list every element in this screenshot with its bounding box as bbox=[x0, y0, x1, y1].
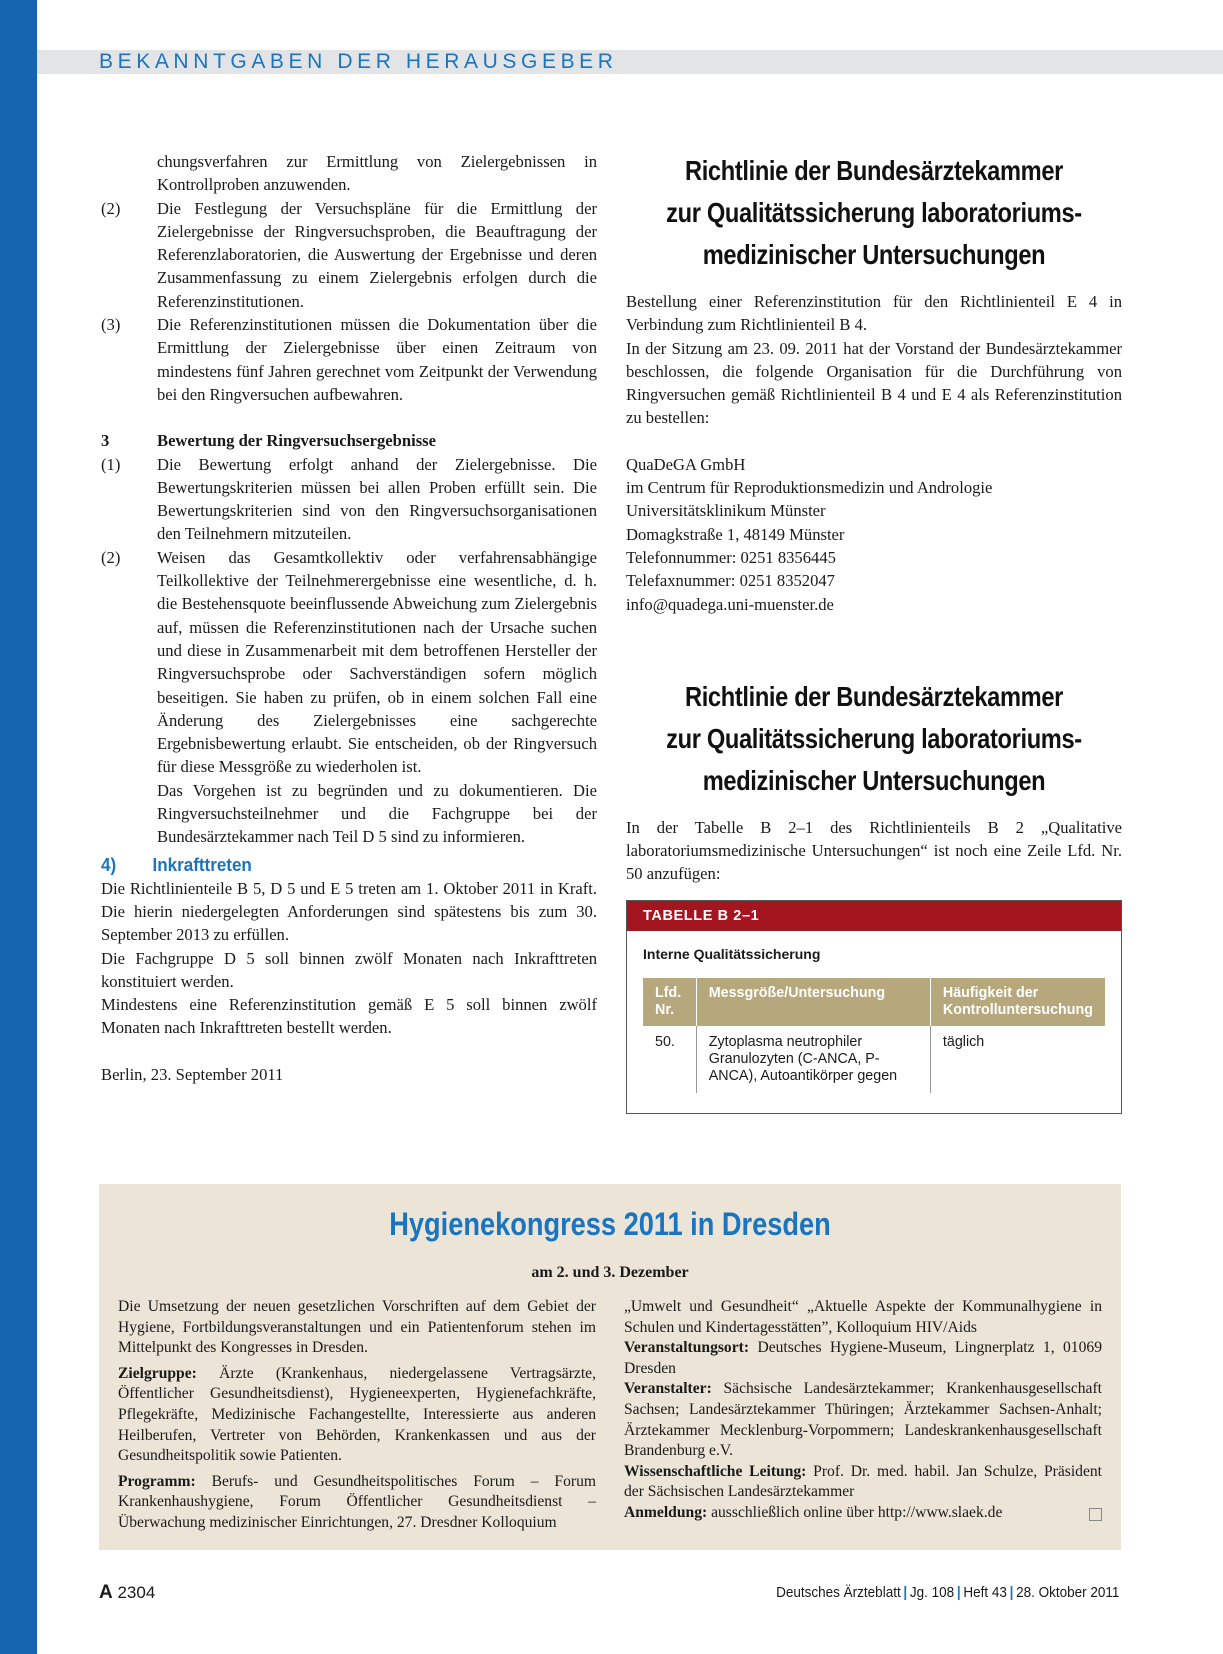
left-column bbox=[101, 150, 597, 1086]
item-text: Die Festlegung der Versuchspläne für die Ermittlung der Zielergebnisse der Ringversuchsproben, die Beauftragung der Referenzlaboratorien, die Auswertung der Ergebnisse und deren Zusammenfassung zu einem Zielergebnis erfolgen durch die Referenzinstitutionen. bbox=[157, 198, 597, 311]
address-line: QuaDeGA GmbH bbox=[626, 454, 746, 474]
item-number: (2) bbox=[101, 547, 121, 567]
journal-info: Deutsches Ärzteblatt | Jg. 108 | Heft 43 | 28. Oktober 2011 bbox=[775, 1584, 1119, 1601]
item-text: Die Referenzinstitutionen müssen die Dokumentation über die Ermittlung der Zielergebnisse über einen Zeitraum von mindestens fünf Jahren gerechnet vom Zeitpunkt der Verwendung bei den Ringversuchen aufbewahren. bbox=[157, 315, 597, 404]
title-line: medizinischer Untersuchungen bbox=[702, 764, 1046, 796]
item-text: Die Bewertung erfolgt anhand der Zielergebnisse. Die Bewertungskriterien müssen bei allen Proben erfüllt sein. Die Bewertungskriterien sind von den Ringversuchsorganisationen den Teilnehmern mitzuteilen. bbox=[157, 454, 597, 544]
section-number: 4) bbox=[101, 853, 117, 875]
title-line: zur Qualitätssicherung laboratoriums- bbox=[666, 722, 1082, 754]
place-date: Berlin, 23. September 2011 bbox=[101, 1064, 284, 1084]
table-header-row bbox=[643, 978, 1105, 1026]
registration-link[interactable]: ausschließlich online über http://www.slaek.de bbox=[711, 1503, 1003, 1521]
zielgruppe: Zielgruppe: Ärzte (Krankenhaus, niedergelassene Vertragsärzte, Öffentlicher Gesundheitsdienst), Hygieneexperten, Hygienefachkräfte, Pflegekräfte, Medizinische Fachangestellte, Interessierte aus anderen Heilberufen, Vertreter von Behörden, Krankenkassen und aus der Gesundheitspolitik sowie Patienten. bbox=[118, 1364, 596, 1465]
title-line: zur Qualitätssicherung laboratoriums- bbox=[666, 197, 1082, 228]
paragraph: Mindestens eine Referenzinstitution gemäß E 5 soll binnen zwölf Monaten nach Inkrafttreten bestellt werden. bbox=[101, 995, 597, 1038]
column-header-messgroesse: Messgröße/Untersuchung bbox=[696, 978, 930, 1026]
title-line: Richtlinie der Bundesärztekammer bbox=[684, 155, 1064, 186]
table-b2-1 bbox=[626, 900, 1122, 1114]
announcement-left-column bbox=[118, 1297, 596, 1539]
table-subtitle: Interne Qualitätssicherung bbox=[643, 945, 821, 962]
paragraph: Die Richtlinienteile B 5, D 5 und E 5 treten am 1. Oktober 2011 in Kraft. Die hierin niedergelegten Anforderungen sind spätestens bis zum 30. September 2013 zu erfüllen. bbox=[101, 878, 597, 945]
page-letter: A bbox=[99, 1582, 113, 1603]
title-line: medizinischer Untersuchungen bbox=[702, 239, 1046, 270]
programm: Programm: Berufs- und Gesundheitspolitisches Forum – Forum Krankenhaushygiene, Forum Öffentlicher Gesundheitsdienst – Überwachung medizinischer Einrichtungen, 27. Dresdner Kolloquium bbox=[118, 1472, 596, 1531]
section-4-heading bbox=[101, 853, 557, 877]
item-number: (1) bbox=[101, 454, 121, 474]
article-title-1 bbox=[626, 150, 1121, 276]
journal-name: Deutsches Ärzteblatt bbox=[775, 1584, 901, 1601]
paragraph: In der Sitzung am 23. 09. 2011 hat der Vorstand der Bundesärztekammer beschlossen, die folgende Organisation für die Durchführung von Ringversuchen gemäß Richtlinienteil B 4 und E 4 als Referenzinstitution zu bestellen: bbox=[626, 338, 1122, 428]
list-item bbox=[101, 197, 597, 313]
paragraph: In der Tabelle B 2–1 des Richtlinienteils B 2 „Qualitative laboratoriumsmedizinische Untersuchungen“ ist noch eine Zeile Lfd. Nr. 50 anzufügen: bbox=[626, 817, 1122, 884]
announcement-title: Hygienekongress 2011 in Dresden bbox=[389, 1206, 831, 1242]
email-address[interactable]: info@quadega.uni-muenster.de bbox=[626, 594, 834, 614]
address-block bbox=[626, 453, 1122, 616]
title-line: Richtlinie der Bundesärztekammer bbox=[684, 680, 1064, 712]
veranstalter: Veranstalter: Sächsische Landesärztekammer; Krankenhausgesellschaft Sachsen; Landesärztekammer Thüringen; Ärztekammer Sachsen-Anhalt; Ärztekammer Mecklenburg-Vorpommern; Landeskrankenhausgesellschaft Brandenburg e.V. bbox=[624, 1380, 1102, 1460]
list-item bbox=[101, 453, 597, 546]
announcement-subtitle: am 2. und 3. Dezember bbox=[531, 1264, 689, 1281]
article-title-2 bbox=[626, 676, 1121, 802]
address-line: Universitätsklinikum Münster bbox=[626, 501, 826, 521]
programm-continued: „Umwelt und Gesundheit“ „Aktuelle Aspekte der Kommunalhygiene in Schulen und Kindertagesstätten”, Kolloquium HIV/Aids bbox=[624, 1298, 1102, 1336]
section-header: BEKANNTGABEN DER HERAUSGEBER bbox=[99, 50, 618, 73]
table-row bbox=[643, 1026, 1105, 1093]
page-number-value: 2304 bbox=[117, 1583, 156, 1602]
section-3-heading bbox=[101, 429, 597, 452]
paragraph: Die Fachgruppe D 5 soll binnen zwölf Monaten nach Inkrafttreten konstituiert werden. bbox=[101, 948, 597, 991]
address-line: Domagkstraße 1, 48149 Münster bbox=[626, 524, 845, 544]
item-number: (2) bbox=[101, 198, 121, 218]
page-number bbox=[99, 1582, 155, 1604]
left-color-bar bbox=[0, 0, 37, 1654]
address-line: im Centrum für Reproduktionsmedizin und Andrologie bbox=[626, 478, 993, 498]
veranstaltungsort: Veranstaltungsort: Deutsches Hygiene-Museum, Lingnerplatz 1, 01069 Dresden bbox=[624, 1339, 1102, 1377]
table-label: TABELLE B 2–1 bbox=[627, 901, 1121, 931]
end-mark-icon bbox=[1089, 1508, 1102, 1521]
paragraph: Das Vorgehen ist zu begründen und zu dokumentieren. Die Ringversuchsteilnehmer und die Fachgruppe bei der Bundesärztekammer nach Teil D 5 sind zu informieren. bbox=[157, 780, 597, 847]
paragraph: chungsverfahren zur Ermittlung von Zielergebnissen in Kontrollproben anzuwenden. bbox=[157, 152, 597, 195]
cell-nr: 50. bbox=[643, 1026, 696, 1093]
paragraph: Bestellung einer Referenzinstitution für den Richtlinienteil E 4 in Verbindung zum Richtlinienteil B 4. bbox=[626, 292, 1122, 335]
item-text: Weisen das Gesamtkollektiv oder verfahrensabhängige Teilkollektive der Teilnehmerergebnisse eine wesentliche, d. h. die Bestehensquote beeinflussende Abweichung zum Zielergebnis auf, müssen die Referenzinstitutionen nach der Ursache suchen und diese in Zusammenarbeit mit dem betroffenen Hersteller der Ringversuchsprobe oder Sachverständigen sofern möglich beseitigen. Sie haben zu prüfen, ob in einem solchen Fall eine Änderung des Zielergebnisses eine sachgerechte Ergebnisbewertung erlaubt. Sie entscheiden, ob der Ringversuch für diese Messgröße zu wiederholen ist. bbox=[157, 547, 597, 777]
column-header-haeufigkeit: Häufigkeit der Kontrolluntersuchung bbox=[930, 978, 1105, 1026]
data-table bbox=[643, 978, 1105, 1093]
list-item bbox=[101, 313, 597, 406]
section-title: Bewertung der Ringversuchsergebnisse bbox=[157, 431, 437, 451]
cell-messgroesse: Zytoplasma neutrophiler Granulozyten (C-ANCA, P-ANCA), Autoantikörper gegen bbox=[696, 1026, 930, 1093]
item-number: (3) bbox=[101, 315, 121, 335]
list-item bbox=[101, 546, 597, 779]
section-number: 3 bbox=[101, 431, 110, 451]
intro-text: Die Umsetzung der neuen gesetzlichen Vorschriften auf dem Gebiet der Hygiene, Fortbildungsveranstaltungen und ein Patientenforum stehen im Mittelpunkt des Kongresses in Dresden. bbox=[118, 1298, 596, 1357]
announcement-right-column bbox=[624, 1297, 1102, 1524]
section-title: Inkrafttreten bbox=[152, 853, 252, 875]
column-header-nr: Lfd. Nr. bbox=[643, 978, 696, 1026]
right-column bbox=[626, 150, 1122, 1114]
journal-volume: Jg. 108 bbox=[909, 1584, 954, 1601]
cell-haeufigkeit: täglich bbox=[942, 1034, 985, 1051]
fax-number: Telefaxnummer: 0251 8352047 bbox=[626, 571, 835, 591]
journal-issue: Heft 43 bbox=[962, 1584, 1007, 1601]
wissenschaftliche-leitung: Wissenschaftliche Leitung: Prof. Dr. med. habil. Jan Schulze, Präsident der Sächsischen Landesärztekammer bbox=[624, 1462, 1102, 1501]
announcement-box bbox=[99, 1184, 1121, 1550]
anmeldung: Anmeldung: ausschließlich online über http://www.slaek.de bbox=[624, 1503, 1102, 1524]
journal-date: 28. Oktober 2011 bbox=[1015, 1584, 1119, 1601]
phone-number: Telefonnummer: 0251 8356445 bbox=[626, 547, 836, 567]
